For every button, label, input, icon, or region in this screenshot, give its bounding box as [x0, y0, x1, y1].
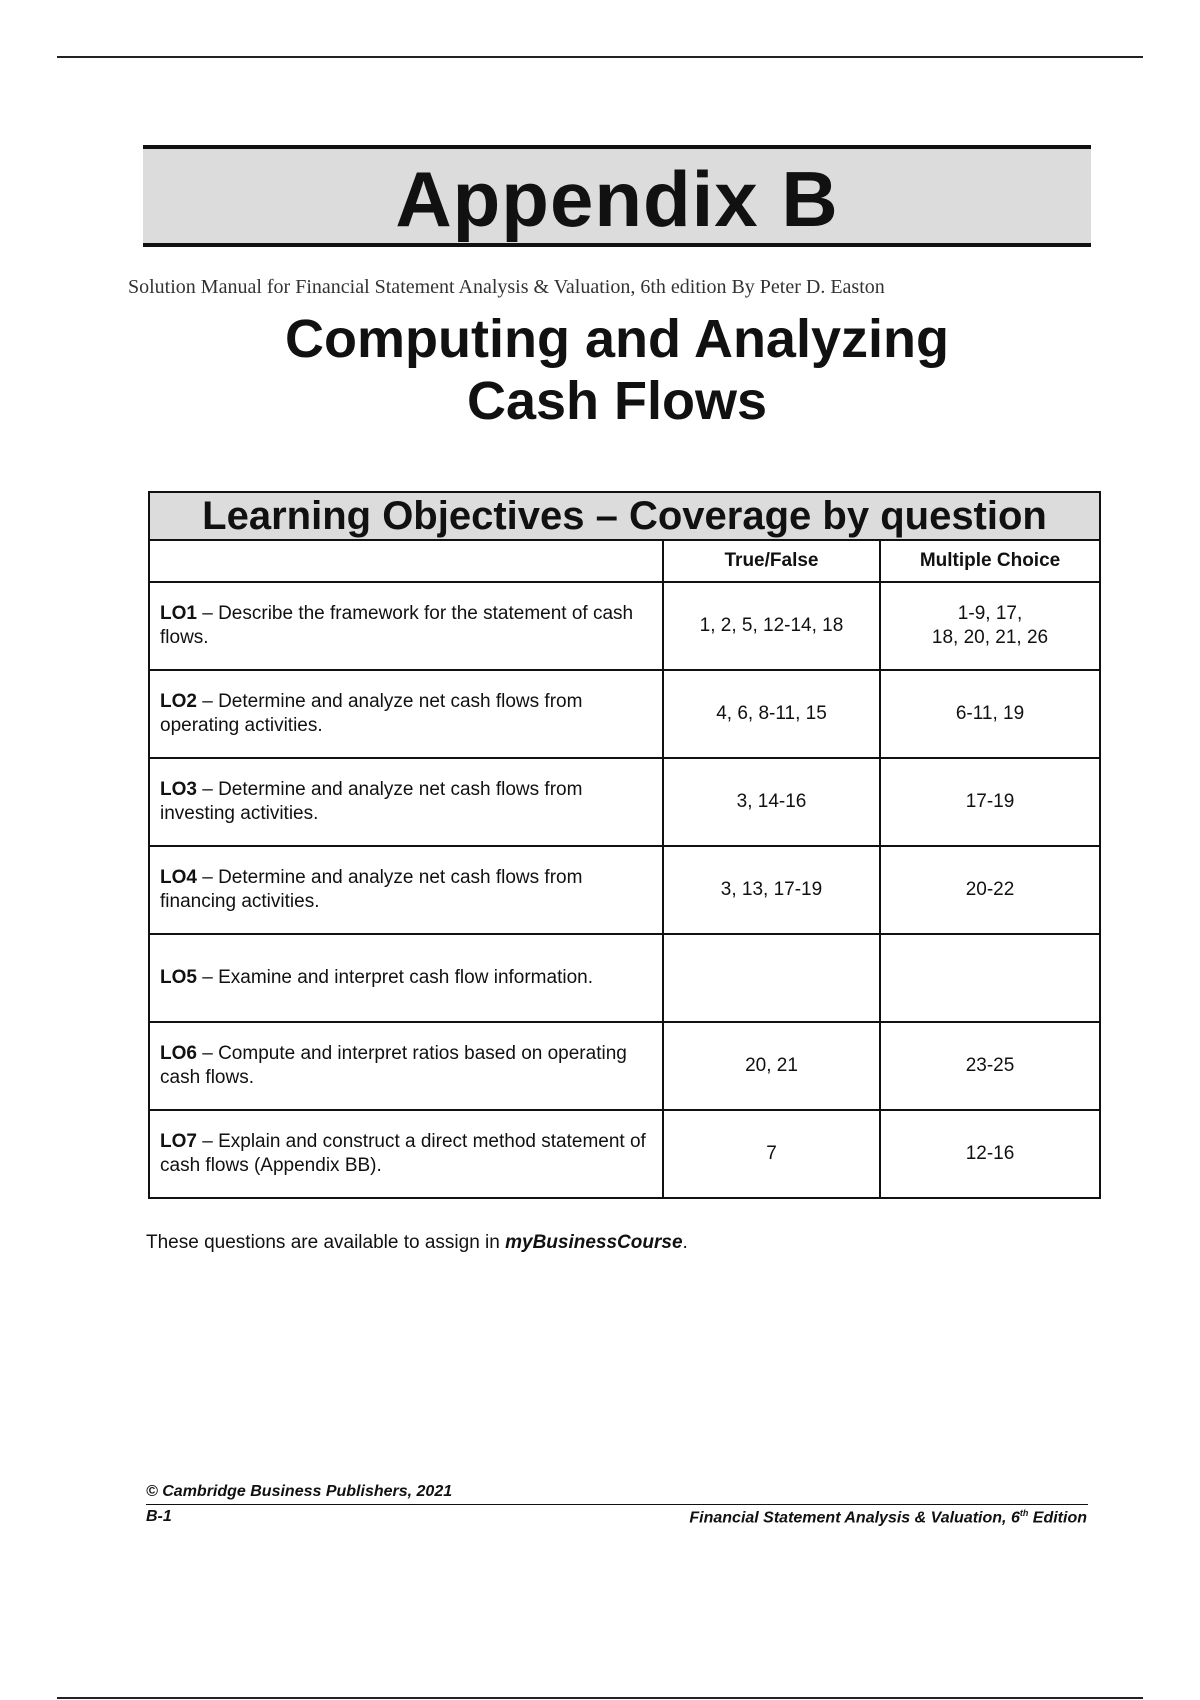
true-false-cell: 20, 21 — [663, 1022, 880, 1110]
lo-code: LO6 — [160, 1043, 197, 1064]
page-number: B-1 — [146, 1508, 172, 1525]
multiple-choice-cell — [880, 582, 1100, 670]
chapter-title — [143, 308, 1091, 432]
multiple-choice-cell: 6-11, 19 — [880, 670, 1100, 758]
lo-code: LO3 — [160, 779, 197, 800]
lo-text: – Describe the framework for the statement of cash flows. — [160, 603, 634, 648]
true-false-cell: 3, 13, 17-19 — [663, 846, 880, 934]
column-header-multiple-choice: Multiple Choice — [880, 540, 1100, 582]
lo-code: LO2 — [160, 691, 197, 712]
lo-text: – Compute and interpret ratios based on operating cash flows. — [160, 1043, 627, 1088]
lo-description — [149, 846, 663, 934]
table-row — [149, 846, 1100, 934]
mybusinesscourse-brand: myBusinessCourse — [505, 1232, 683, 1253]
true-false-cell — [663, 934, 880, 1022]
copyright-notice: © Cambridge Business Publishers, 2021 — [146, 1483, 453, 1500]
learning-objectives-table — [148, 491, 1101, 1199]
availability-note-text: These questions are available to assign in — [146, 1232, 506, 1253]
true-false-cell: 7 — [663, 1110, 880, 1198]
lo-description — [149, 582, 663, 670]
mc-line2: 18, 20, 21, 26 — [931, 627, 1049, 648]
table-title-row — [149, 492, 1100, 540]
lo-code: LO5 — [160, 967, 197, 988]
lo-text: – Determine and analyze net cash flows from financing activities. — [160, 867, 583, 912]
table-title: Learning Objectives – Coverage by question — [149, 492, 1100, 540]
multiple-choice-cell: 20-22 — [880, 846, 1100, 934]
lo-code: LO4 — [160, 867, 197, 888]
lo-text: – Explain and construct a direct method statement of cash flows (Appendix BB). — [160, 1131, 646, 1176]
table-row — [149, 1022, 1100, 1110]
footer-rule — [146, 1504, 1088, 1505]
bottom-rule — [57, 1697, 1143, 1699]
column-header-row — [149, 540, 1100, 582]
table-row — [149, 582, 1100, 670]
book-title-superscript: th — [1019, 1508, 1029, 1518]
table-row — [149, 670, 1100, 758]
true-false-cell: 1, 2, 5, 12-14, 18 — [663, 582, 880, 670]
multiple-choice-cell: 12-16 — [880, 1110, 1100, 1198]
availability-note-end: . — [682, 1232, 688, 1253]
availability-note — [146, 1232, 688, 1254]
lo-description — [149, 670, 663, 758]
multiple-choice-cell: 17-19 — [880, 758, 1100, 846]
chapter-title-line1: Computing and Analyzing — [285, 309, 949, 369]
appendix-banner — [143, 145, 1091, 247]
multiple-choice-cell — [880, 934, 1100, 1022]
true-false-cell: 4, 6, 8-11, 15 — [663, 670, 880, 758]
lo-text: – Examine and interpret cash flow information. — [196, 967, 593, 988]
lo-description — [149, 934, 663, 1022]
table-row — [149, 1110, 1100, 1198]
chapter-title-line2: Cash Flows — [466, 371, 768, 431]
mc-line1: 1-9, 17, — [957, 603, 1023, 624]
lo-code: LO1 — [160, 603, 197, 624]
true-false-cell: 3, 14-16 — [663, 758, 880, 846]
appendix-title: Appendix B — [395, 155, 839, 243]
column-header-true-false: True/False — [663, 540, 880, 582]
table-row — [149, 758, 1100, 846]
book-title-footer — [689, 1508, 1087, 1527]
book-title-edition: Edition — [1028, 1509, 1087, 1527]
lo-description — [149, 1022, 663, 1110]
lo-code: LO7 — [160, 1131, 197, 1152]
solution-manual-subtitle: Solution Manual for Financial Statement Analysis & Valuation, 6th edition By Peter D. Easton — [128, 276, 885, 298]
lo-description — [149, 758, 663, 846]
top-rule — [57, 56, 1143, 58]
multiple-choice-cell: 23-25 — [880, 1022, 1100, 1110]
column-header-blank — [149, 540, 663, 582]
lo-text: – Determine and analyze net cash flows from investing activities. — [160, 779, 583, 824]
lo-description — [149, 1110, 663, 1198]
lo-text: – Determine and analyze net cash flows from operating activities. — [160, 691, 583, 736]
table-row — [149, 934, 1100, 1022]
book-title-main: Financial Statement Analysis & Valuation, 6 — [689, 1509, 1020, 1527]
